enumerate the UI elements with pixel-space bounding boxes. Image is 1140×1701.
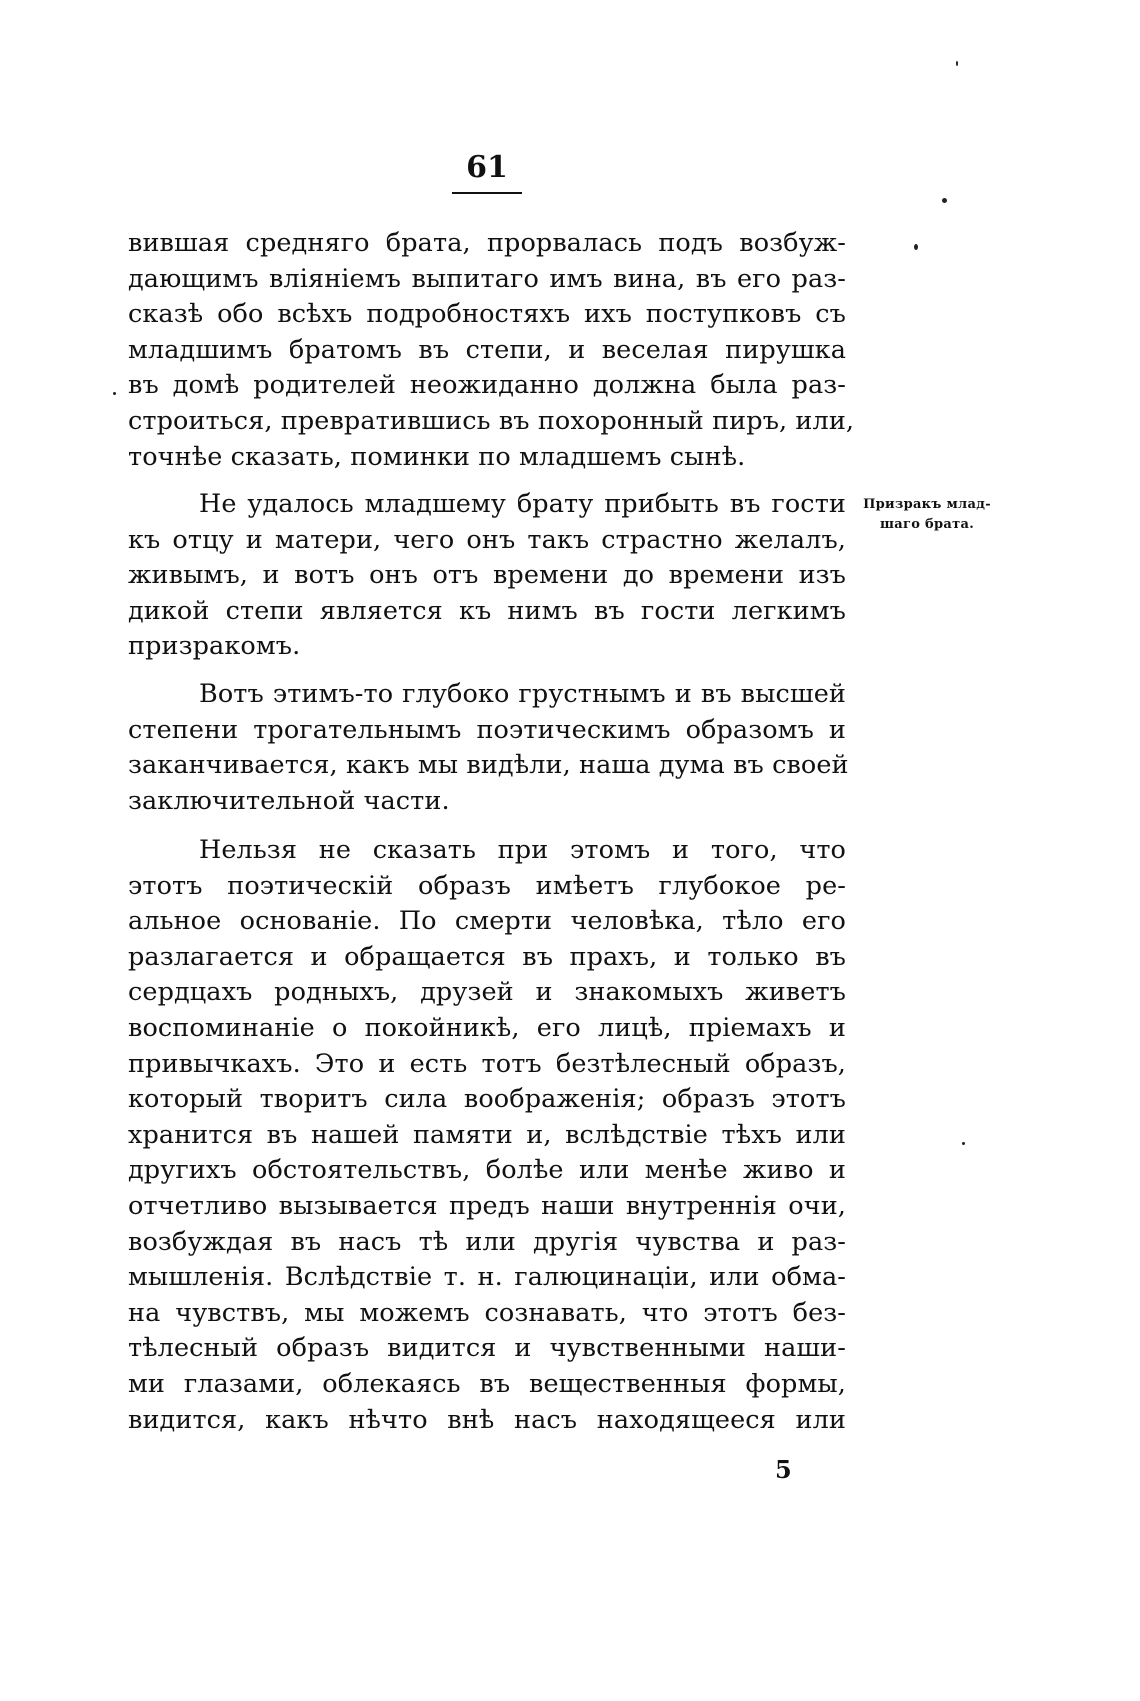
scan-speck bbox=[956, 61, 958, 66]
page-number-rule bbox=[452, 192, 522, 194]
paragraph-line: къ отцу и матери, чего онъ такъ страстно желалъ, bbox=[128, 524, 846, 555]
marginal-note-line: Призракъ млад- bbox=[863, 497, 991, 512]
paragraph-line: Вотъ этимъ-то глубоко грустнымъ и въ высшей bbox=[199, 679, 846, 709]
paragraph-line: призракомъ. bbox=[128, 631, 301, 662]
paragraph-line: ми глазами, облекаясь въ вещественныя формы, bbox=[128, 1368, 846, 1399]
paragraph-line: этотъ поэтическій образъ имѣетъ глубокое ре- bbox=[128, 870, 846, 901]
scan-speck bbox=[914, 244, 918, 250]
paragraph-line: тѣлесный образъ видится и чувственными наши- bbox=[128, 1333, 846, 1364]
paragraph-line: точнѣе сказать, поминки по младшемъ сынѣ. bbox=[128, 441, 746, 472]
paragraph-line: альное основаніе. По смерти человѣка, тѣло его bbox=[128, 906, 846, 937]
marginal-note bbox=[852, 495, 1002, 535]
scan-speck bbox=[962, 1142, 965, 1145]
paragraph-line: Нельзя не сказать при этомъ и того, что bbox=[199, 835, 846, 865]
scan-speck bbox=[113, 392, 116, 395]
paragraph-line: вившая средняго брата, прорвалась подъ возбуж- bbox=[128, 228, 846, 258]
paragraph-line: степени трогательнымъ поэтическимъ образомъ и bbox=[128, 714, 846, 745]
paragraph-line: заканчивается, какъ мы видѣли, наша дума въ своей bbox=[128, 750, 849, 781]
paragraph-line: видится, какъ нѣчто внѣ насъ находящееся или bbox=[128, 1404, 846, 1435]
paragraph-line: хранится въ нашей памяти и, вслѣдствіе тѣхъ или bbox=[128, 1119, 846, 1150]
page-number: 61 bbox=[466, 150, 508, 185]
paragraph-line: на чувствъ, мы можемъ сознавать, что этотъ без- bbox=[128, 1297, 846, 1328]
paragraph-line: другихъ обстоятельствъ, болѣе или менѣе живо и bbox=[128, 1155, 846, 1186]
paragraph-line: мышленія. Вслѣдствіе т. н. галюцинаціи, или обма- bbox=[128, 1262, 846, 1293]
paragraph-2 bbox=[128, 487, 846, 665]
paragraph-line: сердцахъ родныхъ, друзей и знакомыхъ живетъ bbox=[128, 977, 846, 1008]
paragraph-4 bbox=[128, 833, 846, 1438]
signature-mark: 5 bbox=[775, 1455, 792, 1484]
marginal-note-line: шаго брата. bbox=[879, 517, 975, 532]
paragraph-line: отчетливо вызывается предъ наши внутреннія очи, bbox=[128, 1190, 846, 1221]
paragraph-line: который творитъ сила воображенія; образъ этотъ bbox=[128, 1084, 846, 1115]
paragraph-line: воспоминаніе о покойникѣ, его лицѣ, пріемахъ и bbox=[128, 1012, 846, 1043]
paragraph-line: въ домѣ родителей неожиданно должна была раз- bbox=[128, 370, 846, 401]
paragraph-line: дикой степи является къ нимъ въ гости легкимъ bbox=[128, 595, 846, 626]
paragraph-line: Не удалось младшему брату прибыть въ гости bbox=[199, 489, 846, 519]
paragraph-line: заключительной части. bbox=[128, 785, 450, 816]
paragraph-line: привычкахъ. Это и есть тотъ безтѣлесный образъ, bbox=[128, 1048, 846, 1079]
paragraph-1 bbox=[128, 226, 855, 475]
paragraph-line: разлагается и обращается въ прахъ, и только въ bbox=[128, 941, 846, 972]
paragraph-3 bbox=[128, 677, 849, 819]
paragraph-line: сказѣ обо всѣхъ подробностяхъ ихъ поступковъ съ bbox=[128, 299, 846, 330]
paragraph-line: живымъ, и вотъ онъ отъ времени до времени изъ bbox=[128, 560, 846, 591]
paragraph-line: младшимъ братомъ въ степи, и веселая пирушка bbox=[128, 334, 846, 365]
paragraph-line: строиться, превратившись въ похоронный пиръ, или, bbox=[128, 405, 855, 436]
paragraph-line: возбуждая въ насъ тѣ или другія чувства и раз- bbox=[128, 1226, 846, 1257]
scan-speck bbox=[942, 198, 947, 203]
paragraph-line: дающимъ вліяніемъ выпитаго имъ вина, въ его раз- bbox=[128, 263, 846, 294]
